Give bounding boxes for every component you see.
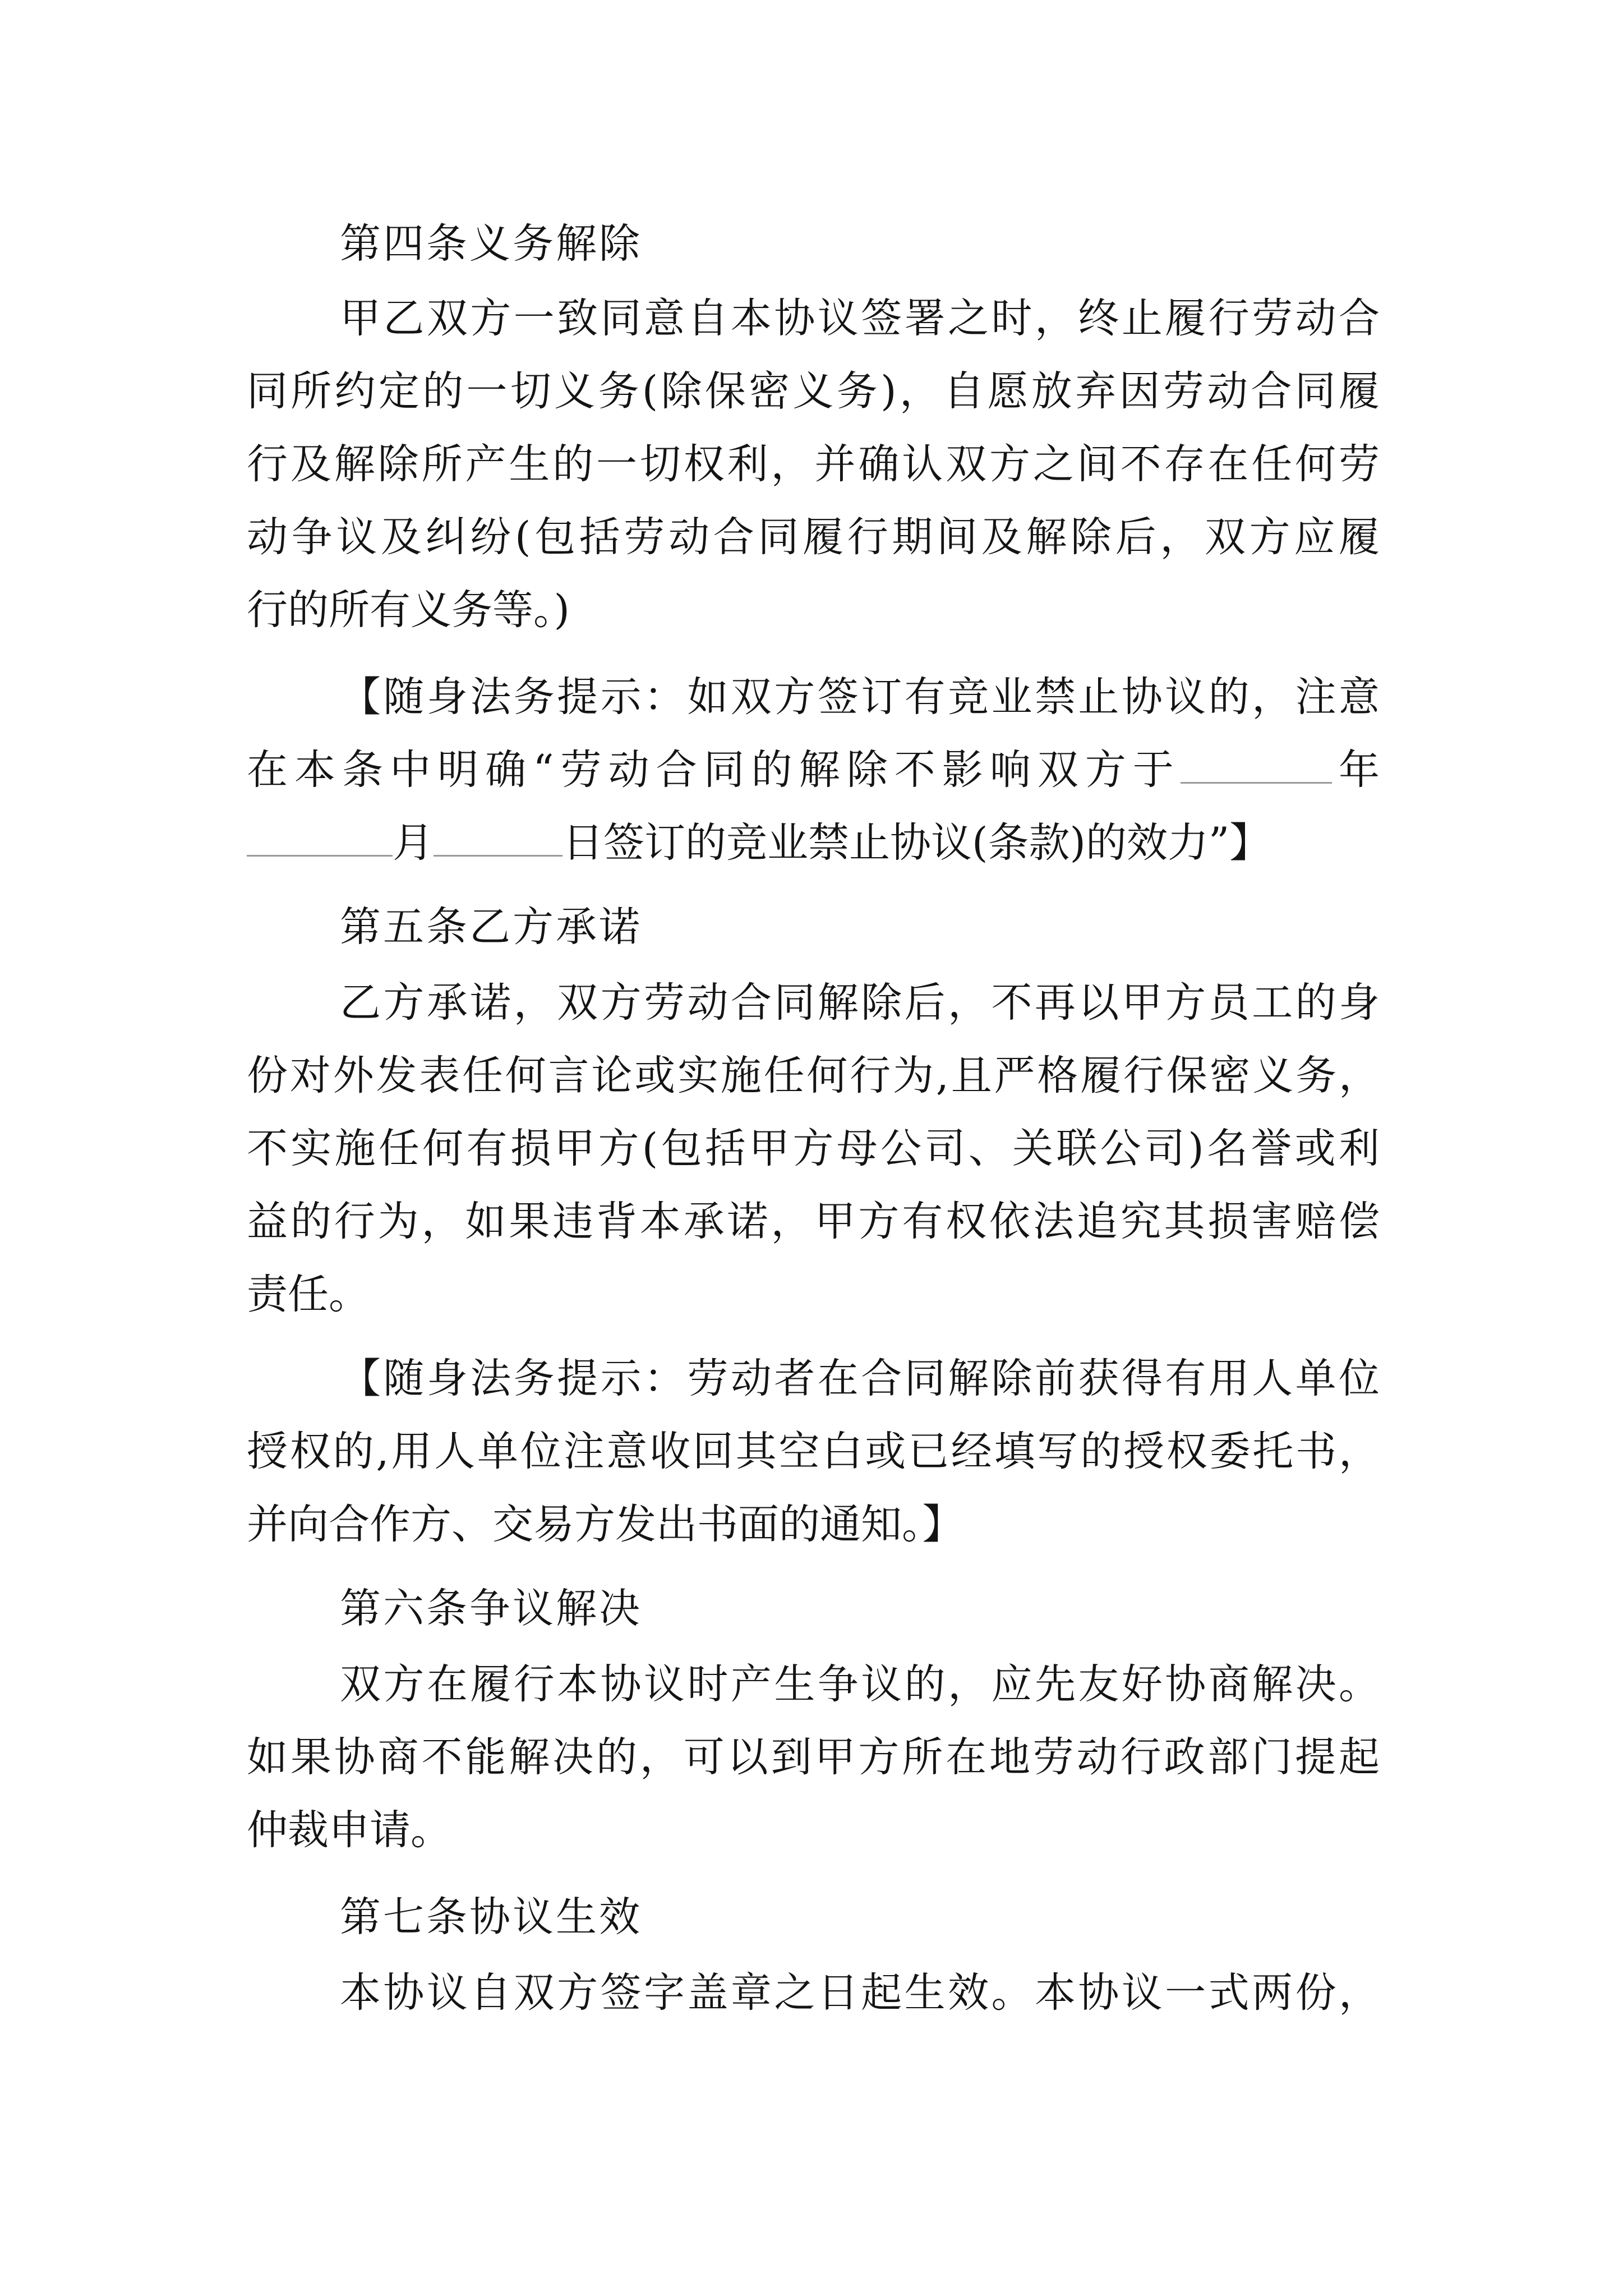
tip-year-label: 年 bbox=[1331, 746, 1380, 794]
article-7-heading: 第七条协议生效 bbox=[340, 1893, 642, 1941]
month-blank bbox=[247, 820, 393, 857]
article-4-tip-line-1: 【随身法务提示：如双方签订有竞业禁止协议的，注意 bbox=[340, 673, 1380, 721]
article-5-tip-line-3: 并向合作方、交易方发出书面的通知。】 bbox=[247, 1501, 963, 1548]
article-5-line-5: 责任。 bbox=[247, 1271, 370, 1318]
day-blank bbox=[434, 820, 562, 857]
article-6-line-1: 双方在履行本协议时产生争议的，应先友好协商解决。 bbox=[340, 1660, 1380, 1708]
article-5-line-3: 不实施任何有损甲方(包括甲方母公司、关联公司)名誉或利 bbox=[247, 1125, 1380, 1172]
article-6-line-2: 如果协商不能解决的，可以到甲方所在地劳动行政部门提起 bbox=[247, 1733, 1380, 1781]
article-5-heading: 第五条乙方承诺 bbox=[340, 903, 642, 951]
article-4-line-1: 甲乙双方一致同意自本协议签署之时，终止履行劳动合 bbox=[340, 295, 1380, 342]
article-5-line-4: 益的行为，如果违背本承诺，甲方有权依法追究其损害赔偿 bbox=[247, 1198, 1380, 1245]
article-6-line-3: 仲裁申请。 bbox=[247, 1806, 451, 1854]
article-7-line-1: 本协议自双方签字盖章之日起生效。本协议一式两份， bbox=[340, 1969, 1380, 2017]
article-4-line-2: 同所约定的一切义务(除保密义务)，自愿放弃因劳动合同履 bbox=[247, 367, 1380, 415]
article-5-line-2: 份对外发表任何言论或实施任何行为,且严格履行保密义务， bbox=[247, 1052, 1380, 1099]
article-4-line-4: 动争议及纠纷(包括劳动合同履行期间及解除后，双方应履 bbox=[247, 513, 1380, 561]
article-4-line-5: 行的所有义务等。) bbox=[247, 586, 570, 634]
year-blank bbox=[1181, 747, 1332, 784]
article-4-heading: 第四条义务解除 bbox=[340, 220, 642, 268]
article-6-heading: 第六条争议解决 bbox=[340, 1585, 642, 1632]
article-5-line-1: 乙方承诺，双方劳动合同解除后，不再以甲方员工的身 bbox=[340, 979, 1380, 1027]
article-4-tip-line-3 bbox=[247, 809, 1380, 877]
article-5-tip-line-1: 【随身法务提示：劳动者在合同解除前获得有用人单位 bbox=[340, 1355, 1380, 1402]
tip-text-prefix: 在本条中明确“劳动合同的解除不影响双方于 bbox=[247, 746, 1181, 794]
article-4-line-3: 行及解除所产生的一切权利，并确认双方之间不存在任何劳 bbox=[247, 440, 1380, 488]
tip-text-suffix: 日签订的竞业禁止协议(条款)的效力”】 bbox=[562, 819, 1271, 867]
article-4-tip-line-2 bbox=[247, 737, 1380, 804]
article-5-tip-line-2: 授权的,用人单位注意收回其空白或已经填写的授权委托书， bbox=[247, 1428, 1380, 1475]
tip-month-label: 月 bbox=[393, 819, 434, 867]
